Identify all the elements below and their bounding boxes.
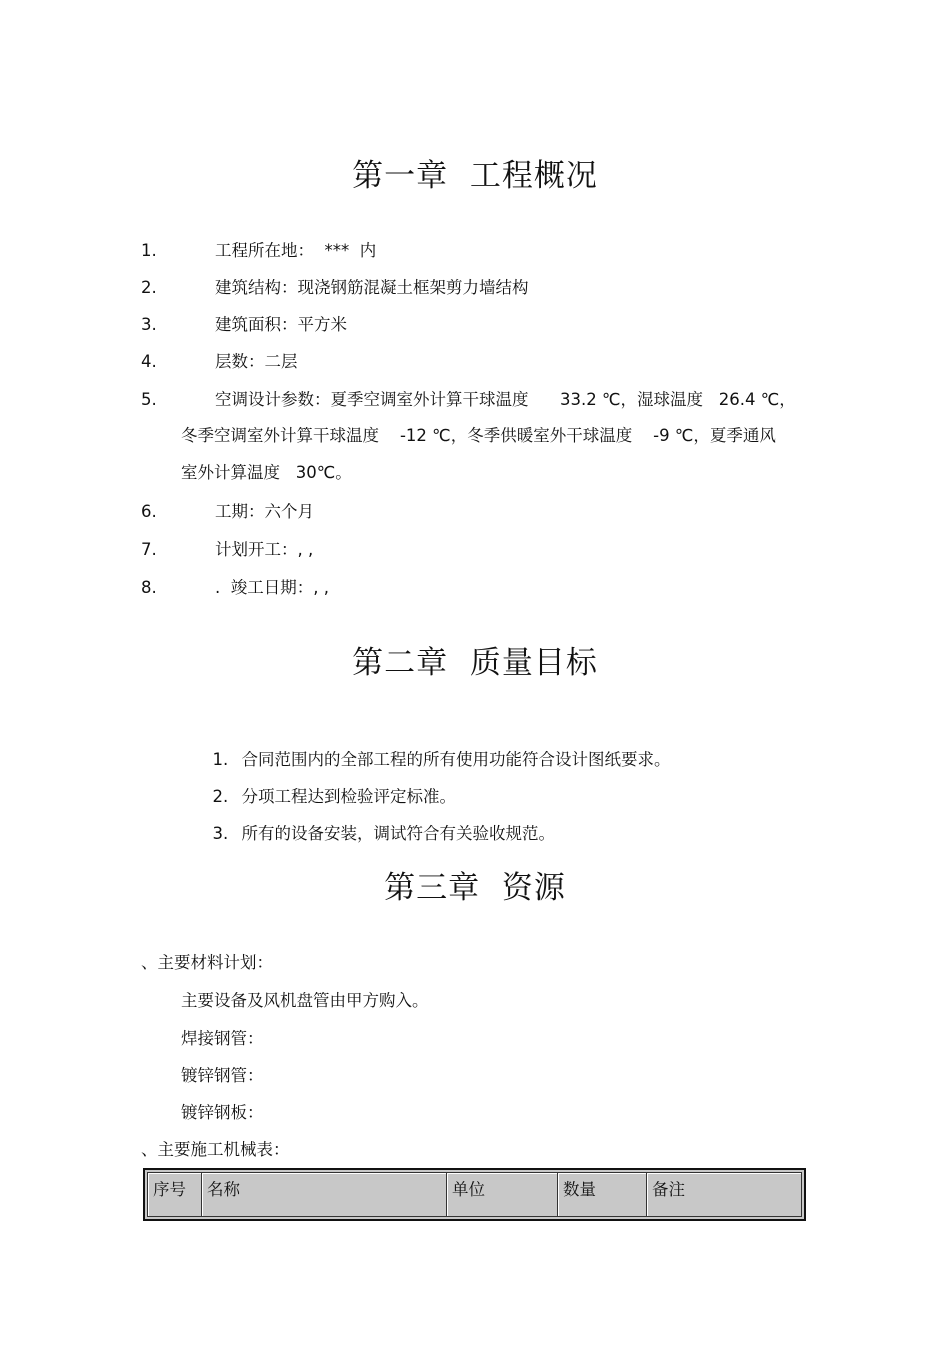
material-item: 镀锌钢管： bbox=[181, 1066, 264, 1085]
list-item-text: 层数：二层 bbox=[215, 352, 298, 371]
list-item-continuation: 室外计算温度 30℃。 bbox=[181, 463, 352, 482]
list-item-text: 空调设计参数：夏季空调室外计算干球温度 33.2 ℃，湿球温度 26.4 ℃， bbox=[215, 390, 796, 409]
list-item bbox=[181, 801, 555, 867]
table-header-name: 名称 bbox=[202, 1173, 447, 1217]
table-header-index: 序号 bbox=[148, 1173, 202, 1217]
list-item-number: 6. bbox=[141, 502, 157, 521]
list-item-text: 建筑面积：平方米 bbox=[215, 315, 347, 334]
list-item-number: 3. bbox=[141, 315, 157, 334]
list-item-text: 工期：六个月 bbox=[215, 502, 314, 521]
list-item-text: . 竣工日期：, , bbox=[215, 578, 329, 597]
list-item-number: 3. bbox=[212, 824, 229, 843]
list-item-number: 5. bbox=[141, 390, 157, 409]
list-item-text: 分项工程达到检验评定标准。 bbox=[241, 787, 456, 806]
list-item-text: 建筑结构：现浇钢筋混凝土框架剪力墙结构 bbox=[215, 278, 529, 297]
material-item: 镀锌钢板： bbox=[181, 1103, 264, 1122]
table-header-remarks: 备注 bbox=[647, 1173, 802, 1217]
list-item-number: 1. bbox=[141, 241, 157, 260]
list-item-number: 7. bbox=[141, 540, 157, 559]
table-header-row bbox=[148, 1173, 802, 1217]
list-item-number: 1. bbox=[212, 750, 229, 769]
material-item: 主要设备及风机盘管由甲方购入。 bbox=[181, 991, 429, 1010]
table-header-unit: 单位 bbox=[447, 1173, 558, 1217]
list-item-number: 2. bbox=[212, 787, 229, 806]
list-item-text: 计划开工：, , bbox=[215, 540, 314, 559]
table-header-quantity: 数量 bbox=[558, 1173, 647, 1217]
list-item-text: 所有的设备安装，调试符合有关验收规范。 bbox=[241, 824, 555, 843]
list-item-continuation: 冬季空调室外计算干球温度 -12 ℃，冬季供暖室外干球温度 -9 ℃，夏季通风 bbox=[181, 426, 776, 445]
chapter-1-title: 第一章 工程概况 bbox=[352, 158, 598, 194]
machinery-table bbox=[143, 1168, 806, 1221]
material-item: 焊接钢管： bbox=[181, 1029, 264, 1048]
list-item-number: 4. bbox=[141, 352, 157, 371]
materials-heading: 、主要材料计划： bbox=[141, 953, 273, 972]
list-item-text: 合同范围内的全部工程的所有使用功能符合设计图纸要求。 bbox=[241, 750, 671, 769]
chapter-3-title: 第三章 资源 bbox=[384, 870, 566, 906]
list-item-number: 2. bbox=[141, 278, 157, 297]
list-item-text: 工程所在地： *** 内 bbox=[215, 241, 377, 260]
machinery-heading: 、主要施工机械表： bbox=[141, 1140, 290, 1159]
list-item-number: 8. bbox=[141, 578, 157, 597]
chapter-2-title: 第二章 质量目标 bbox=[352, 645, 598, 681]
